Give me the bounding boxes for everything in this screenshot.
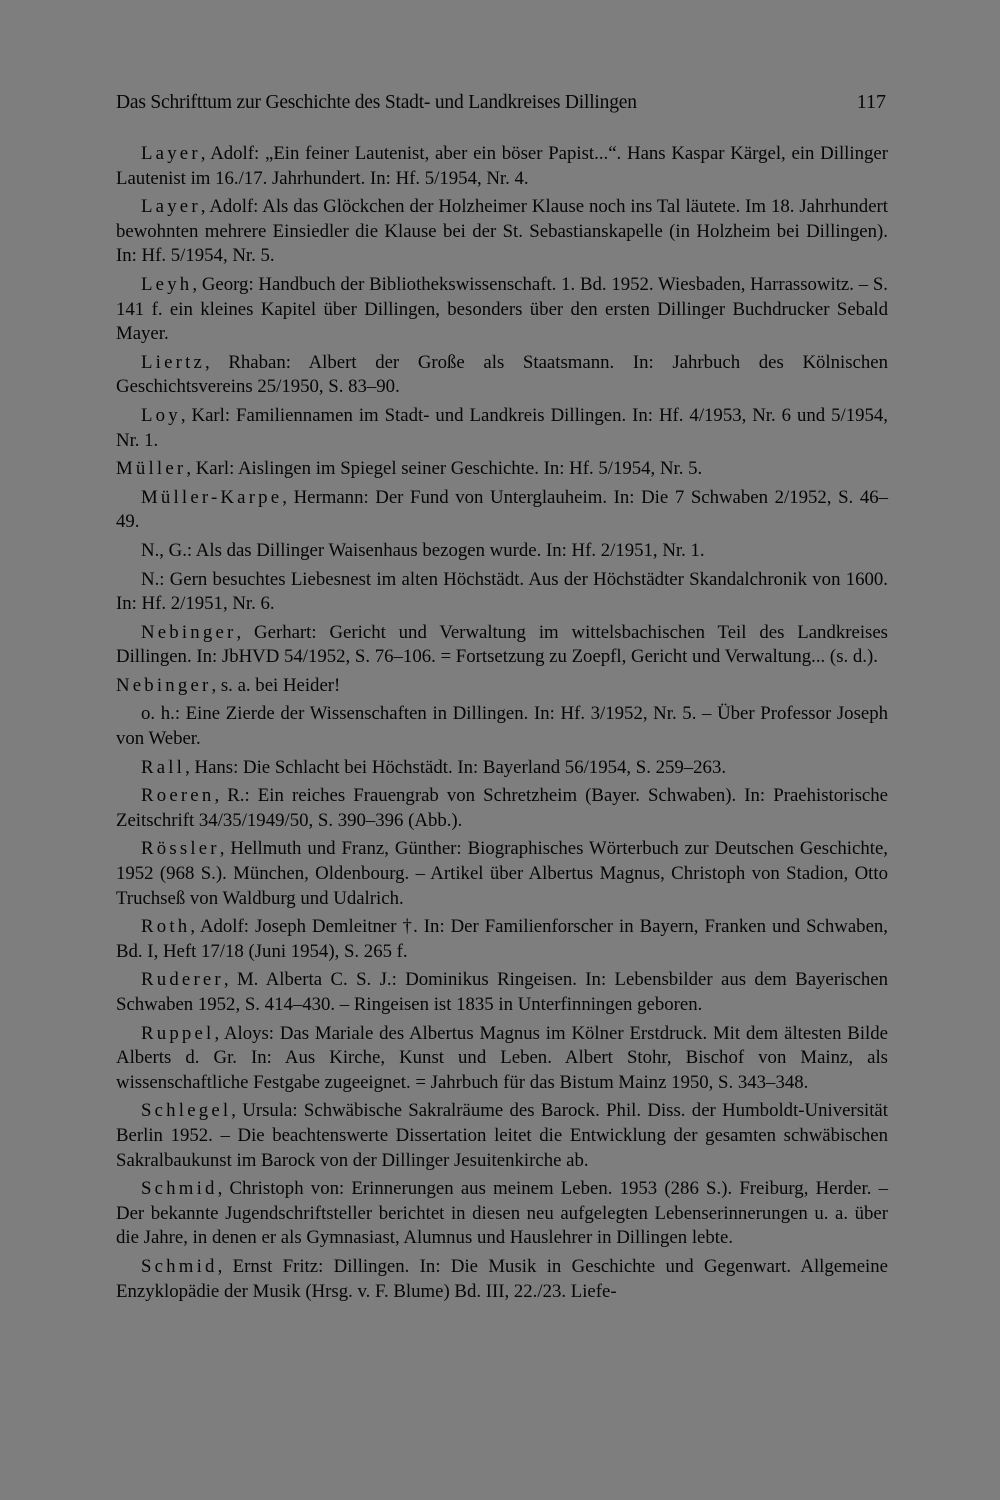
running-header	[116, 90, 886, 115]
entry-text: , R.: Ein reiches Frauengrab von Schretzheim (Bayer. Schwaben). In: Praehistorische Zeitschrift 34/35/1949/50, S. 390–396 (Abb.).	[116, 785, 888, 831]
entry-text: , Christoph von: Erinnerungen aus meinem Leben. 1953 (286 S.). Freiburg, Herder. – Der bekannte Jugendschriftsteller berichtet in diesen neu aufgelegten Lebenserinnerungen u. a. über die Jahre, in denen er als Gymnasiast, Alumnus und Hauslehrer in Dillingen lebte.	[116, 1178, 888, 1249]
entry-author: Layer	[141, 143, 201, 164]
entry-author: Roeren	[141, 785, 215, 807]
entry-text: , Adolf: „Ein feiner Lautenist, aber ein böser Papist...“. Hans Kaspar Kärgel, ein Dillinger Lautenist im 16./17. Jahrhundert. In: Hf. 5/1954, Nr. 4.	[116, 143, 888, 189]
bibliography-entry	[116, 674, 888, 699]
entry-author: Rössler	[141, 838, 220, 860]
entry-text: , s. a. bei Heider!	[211, 674, 341, 696]
bibliography-entry	[116, 1255, 888, 1304]
entry-author: Nebinger	[141, 621, 237, 643]
entry-text: , Georg: Handbuch der Bibliothekswissenschaft. 1. Bd. 1952. Wiesbaden, Harrassowitz. – S. 141 f. ein kleines Kapitel über Dillingen, besonders über den ersten Dillinger Buchdrucker Sebald Mayer.	[116, 273, 888, 345]
entry-author: Roth	[141, 916, 191, 938]
bibliography-entry	[116, 351, 888, 400]
bibliography-entry	[116, 837, 888, 911]
bibliography-entry	[116, 273, 888, 347]
bibliography-entry	[116, 968, 888, 1017]
entry-author: Leyh	[141, 273, 193, 295]
bibliography-entry	[116, 621, 888, 670]
entry-text: , Ernst Fritz: Dillingen. In: Die Musik in Geschichte und Gegenwart. Allgemeine Enzyklopädie der Musik (Hrsg. v. F. Blume) Bd. III, 22./23. Liefe-	[116, 1255, 888, 1302]
entry-author: Müller-Karpe	[141, 486, 283, 508]
entry-author: Liertz	[141, 351, 206, 373]
bibliography-entry	[116, 702, 888, 751]
entry-text: , Ursula: Schwäbische Sakralräume des Barock. Phil. Diss. der Humboldt-Universität Berlin 1952. – Die beachtenswerte Dissertation leitet die Entwicklung der gesamten schwäbischen Sakralbaukunst im Barock von der Dillinger Jesuitenkirche ab.	[116, 1100, 888, 1171]
entry-text: , Karl: Aislingen im Spiegel seiner Geschichte. In: Hf. 5/1954, Nr. 5.	[186, 458, 703, 480]
entry-text: , Hermann: Der Fund von Unterglauheim. In: Die 7 Schwaben 2/1952, S. 46–49.	[116, 486, 888, 533]
bibliography-entry	[116, 195, 888, 269]
entry-text: , Adolf: Joseph Demleitner †. In: Der Familienforscher in Bayern, Franken und Schwaben, Bd. I, Heft 17/18 (Juni 1954), S. 265 f.	[116, 916, 888, 962]
entry-text: , Aloys: Das Mariale des Albertus Magnus im Kölner Erstdruck. Mit dem ältesten Bilde Alberts d. Gr. In: Aus Kirche, Kunst und Leben. Albert Stohr, Bischof von Mainz, als wissenschaftliche Festgabe zugeeignet. = Jahrbuch für das Bistum Mainz 1950, S. 343–348.	[116, 1022, 888, 1093]
bibliography-entry	[116, 404, 888, 453]
bibliography-entry	[116, 142, 888, 191]
bibliography-entry	[116, 915, 888, 964]
entry-text: , Gerhart: Gericht und Verwaltung im wittelsbachischen Teil des Landkreises Dillingen. In: JbHVD 54/1952, S. 76–106. = Fortsetzung zu Zoepfl, Gericht und Verwaltung... (s. d.).	[116, 621, 888, 668]
bibliography-entry	[116, 756, 888, 781]
bibliography-entry	[116, 486, 888, 535]
entry-author: Müller	[116, 458, 187, 480]
bibliography-entry	[116, 457, 888, 482]
bibliography-list	[116, 142, 888, 1308]
entry-text: , M. Alberta C. S. J.: Dominikus Ringeisen. In: Lebensbilder aus dem Bayerischen Schwaben 1952, S. 414–430. – Ringeisen ist 1835 in Unterfinningen geboren.	[116, 969, 888, 1015]
bibliography-entry	[116, 1022, 888, 1096]
bibliography-entry	[116, 1099, 888, 1173]
entry-text: , Rhaban: Albert der Große als Staatsmann. In: Jahrbuch des Kölnischen Geschichtsvereins 25/1950, S. 83–90.	[116, 351, 888, 398]
entry-author: Loy	[141, 404, 181, 426]
entry-text: o. h.: Eine Zierde der Wissenschaften in Dillingen. In: Hf. 3/1952, Nr. 5. – Über Professor Joseph von Weber.	[116, 703, 888, 750]
entry-text: , Hans: Die Schlacht bei Höchstädt. In: Bayerland 56/1954, S. 259–263.	[185, 756, 727, 778]
entry-author: Schmid	[141, 1178, 218, 1200]
entry-text: N., G.: Als das Dillinger Waisenhaus bezogen wurde. In: Hf. 2/1951, Nr. 1.	[141, 539, 705, 561]
entry-author: Schmid	[141, 1255, 218, 1277]
entry-author: Layer	[141, 196, 201, 218]
entry-author: Ruderer	[141, 969, 224, 991]
bibliography-entry	[116, 539, 888, 564]
page-number: 117	[856, 91, 886, 113]
entry-author: Rall	[141, 756, 186, 778]
entry-author: Schlegel	[141, 1100, 232, 1122]
bibliography-entry	[116, 568, 888, 617]
entry-text: N.: Gern besuchtes Liebesnest im alten Höchstädt. Aus der Höchstädter Skandalchronik von 1600. In: Hf. 2/1951, Nr. 6.	[116, 568, 888, 615]
entry-text: , Adolf: Als das Glöckchen der Holzheimer Klause noch ins Tal läutete. Im 18. Jahrhundert bewohnten mehrere Einsiedler die Klause bei der St. Sebastianskapelle (in Holzheim bei Dillingen). In: Hf. 5/1954, Nr. 5.	[116, 196, 888, 267]
header-title: Das Schrifttum zur Geschichte des Stadt- und Landkreises Dillingen	[116, 92, 637, 113]
entry-text: , Hellmuth und Franz, Günther: Biographisches Wörterbuch zur Deutschen Geschichte, 1952 (968 S.). München, Oldenbourg. – Artikel über Albertus Magnus, Christoph von Stadion, Otto Truchseß von Waldburg und Udalrich.	[116, 838, 888, 909]
entry-author: Ruppel	[141, 1022, 215, 1044]
entry-author: Nebinger	[116, 674, 212, 696]
entry-text: , Karl: Familiennamen im Stadt- und Landkreis Dillingen. In: Hf. 4/1953, Nr. 6 und 5/1954, Nr. 1.	[116, 404, 888, 451]
bibliography-entry	[116, 1177, 888, 1251]
bibliography-entry	[116, 784, 888, 833]
